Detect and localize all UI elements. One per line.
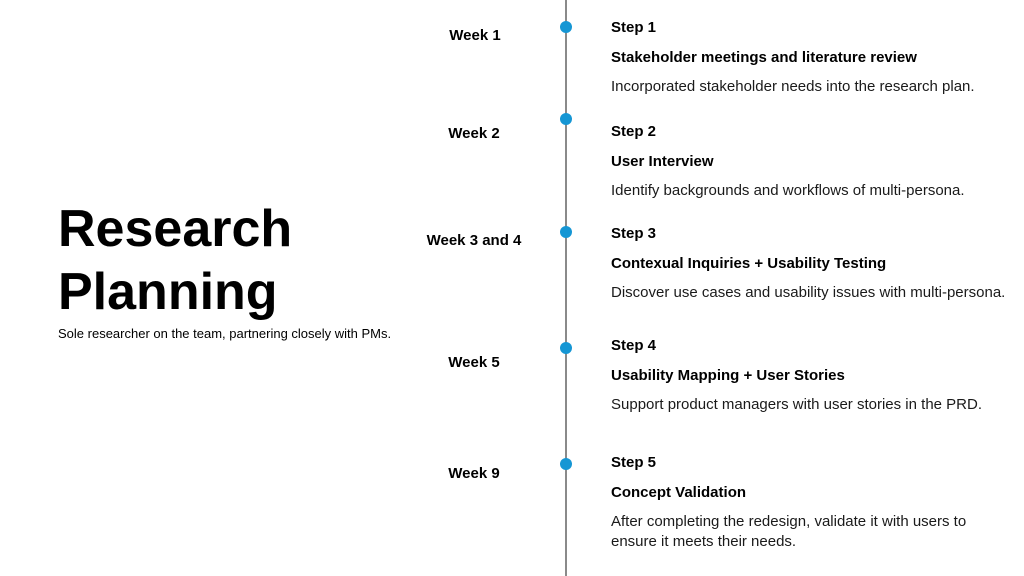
timeline-step-4	[611, 337, 1006, 415]
step-description: Discover use cases and usability issues with multi-persona.	[611, 284, 1006, 301]
title-line-1: Research	[58, 200, 293, 258]
week-label-1: Week 1	[449, 27, 501, 44]
subtitle: Sole researcher on the team, partnering closely with PMs.	[58, 326, 392, 341]
step-description: Identify backgrounds and workflows of multi-persona.	[611, 182, 965, 199]
timeline-line	[565, 0, 567, 576]
step-label: Step 5	[611, 454, 657, 471]
step-description: Support product managers with user stories in the PRD.	[611, 396, 983, 413]
title-line-2: Planning	[58, 263, 278, 321]
timeline-dot-3	[560, 226, 572, 238]
step-label: Step 1	[611, 19, 657, 36]
step-heading: Concept Validation	[611, 484, 747, 501]
step-heading: User Interview	[611, 153, 714, 170]
week-label-3: Week 3 and 4	[426, 232, 522, 249]
timeline-dot-1	[560, 21, 572, 33]
timeline-step-3	[611, 225, 1006, 303]
step-heading: Stakeholder meetings and literature review	[611, 49, 917, 66]
timeline-dot-5	[560, 458, 572, 470]
step-label: Step 3	[611, 225, 657, 242]
step-label: Step 2	[611, 123, 657, 140]
week-label-2: Week 2	[448, 125, 500, 142]
timeline-step-2	[611, 123, 1006, 201]
timeline-dot-2	[560, 113, 572, 125]
step-heading: Contexual Inquiries + Usability Testing	[611, 255, 887, 272]
step-description: After completing the redesign, validate it with users to ensure it meets their needs.	[611, 513, 967, 550]
page-title	[58, 198, 292, 324]
step-description: Incorporated stakeholder needs into the research plan.	[611, 78, 975, 95]
timeline-step-5	[611, 454, 1006, 552]
timeline-step-1	[611, 19, 1006, 97]
week-label-4: Week 5	[448, 354, 500, 371]
timeline-dot-4	[560, 342, 572, 354]
step-heading: Usability Mapping + User Stories	[611, 367, 845, 384]
week-label-5: Week 9	[448, 465, 500, 482]
step-label: Step 4	[611, 337, 657, 354]
